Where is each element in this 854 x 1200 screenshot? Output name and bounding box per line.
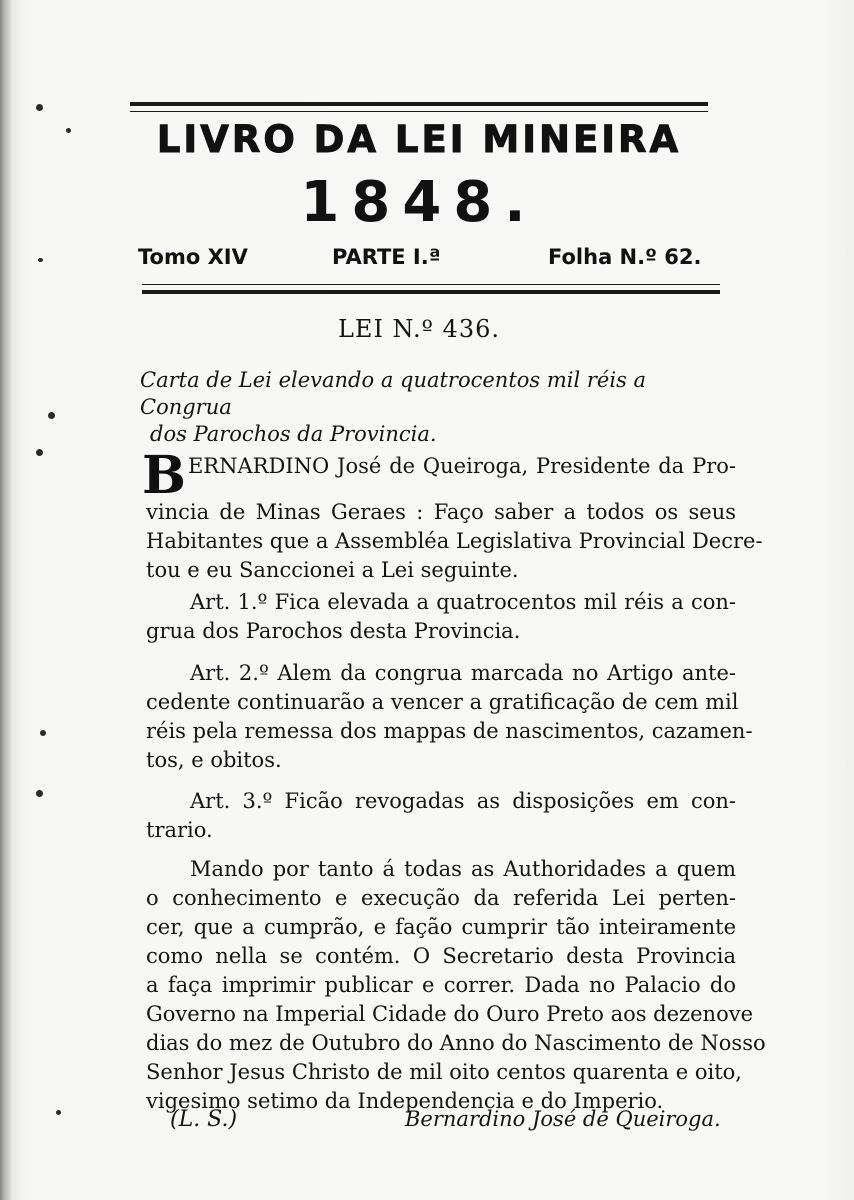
article-2 — [146, 659, 753, 775]
text-line: ERNARDINO José de Queiroga, Presidente da Pro- — [187, 454, 736, 478]
text-line: grua dos Parochos desta Provincia. — [146, 619, 521, 643]
mandate-paragraph — [146, 855, 766, 1116]
text-line: Art. 2.º Alem da congrua marcada no Artigo ante- — [190, 661, 736, 685]
ink-speck — [36, 104, 43, 111]
bottom-double-rule — [142, 284, 720, 294]
text-line: trario. — [146, 818, 213, 842]
text-line: Mando por tanto á todas as Authoridades a quem — [190, 857, 736, 881]
text-line: vigesimo setimo da Independencia e do Imperio. — [146, 1089, 664, 1113]
book-spine-shadow — [0, 0, 12, 1200]
text-line: dias do mez de Outubro do Anno do Nascimento de Nosso — [146, 1031, 766, 1055]
drop-cap-initial: B — [142, 445, 186, 506]
ink-speck — [36, 449, 43, 456]
preamble-paragraph — [142, 445, 763, 585]
text-line: Governo na Imperial Cidade do Ouro Preto aos dezenove — [146, 1002, 754, 1026]
seal-mark: (L. S.) — [170, 1107, 238, 1132]
masthead-year: 1848. — [300, 170, 538, 235]
law-summary-line: Carta de Lei elevando a quatrocentos mil réis a Congrua — [140, 368, 647, 419]
folio-label: Folha N.º 62. — [548, 245, 702, 269]
top-double-rule — [130, 102, 708, 112]
text-line: como nella se contém. O Secretario desta Provincia — [146, 944, 736, 968]
text-line: Art. 3.º Ficão revogadas as disposições em con- — [190, 789, 736, 813]
text-line: cer, que a cumprão, e fação cumprir tão inteiramente — [146, 915, 736, 939]
ink-speck — [66, 128, 71, 133]
law-number: LEI N.º 436. — [337, 315, 500, 343]
law-summary-line: dos Parochos da Provincia. — [150, 422, 437, 446]
law-summary — [140, 367, 740, 448]
text-line: Senhor Jesus Christo de mil oito centos quarenta e oito, — [146, 1060, 742, 1084]
text-line: tos, e obitos. — [146, 748, 282, 772]
article-1 — [146, 588, 736, 646]
article-3 — [146, 787, 736, 845]
ink-speck — [40, 730, 46, 736]
masthead-title: LIVRO DA LEI MINEIRA — [156, 118, 682, 161]
ink-speck — [36, 790, 43, 797]
text-line: vincia de Minas Geraes : Faço saber a todos os seus — [146, 500, 736, 524]
ink-speck — [38, 258, 43, 262]
signatory-name: Bernardino José de Queiroga. — [405, 1107, 721, 1131]
part-label: PARTE I.ª — [332, 245, 441, 269]
tome-label: Tomo XIV — [138, 245, 248, 269]
text-line: tou e eu Sanccionei a Lei seguinte. — [146, 558, 519, 582]
text-line: cedente continuarão a vencer a gratificação de cem mil — [146, 690, 739, 714]
text-line: réis pela remessa dos mappas de nascimentos, cazamen- — [146, 719, 753, 743]
text-line: o conhecimento e execução da referida Lei perten- — [146, 886, 736, 910]
ink-speck — [48, 412, 55, 419]
text-line: Habitantes que a Assembléa Legislativa Provincial Decre- — [146, 529, 763, 553]
ink-speck — [56, 1110, 61, 1115]
text-line: Art. 1.º Fica elevada a quatrocentos mil réis a con- — [190, 590, 736, 614]
text-line: a faça imprimir publicar e correr. Dada no Palacio do — [146, 973, 736, 997]
